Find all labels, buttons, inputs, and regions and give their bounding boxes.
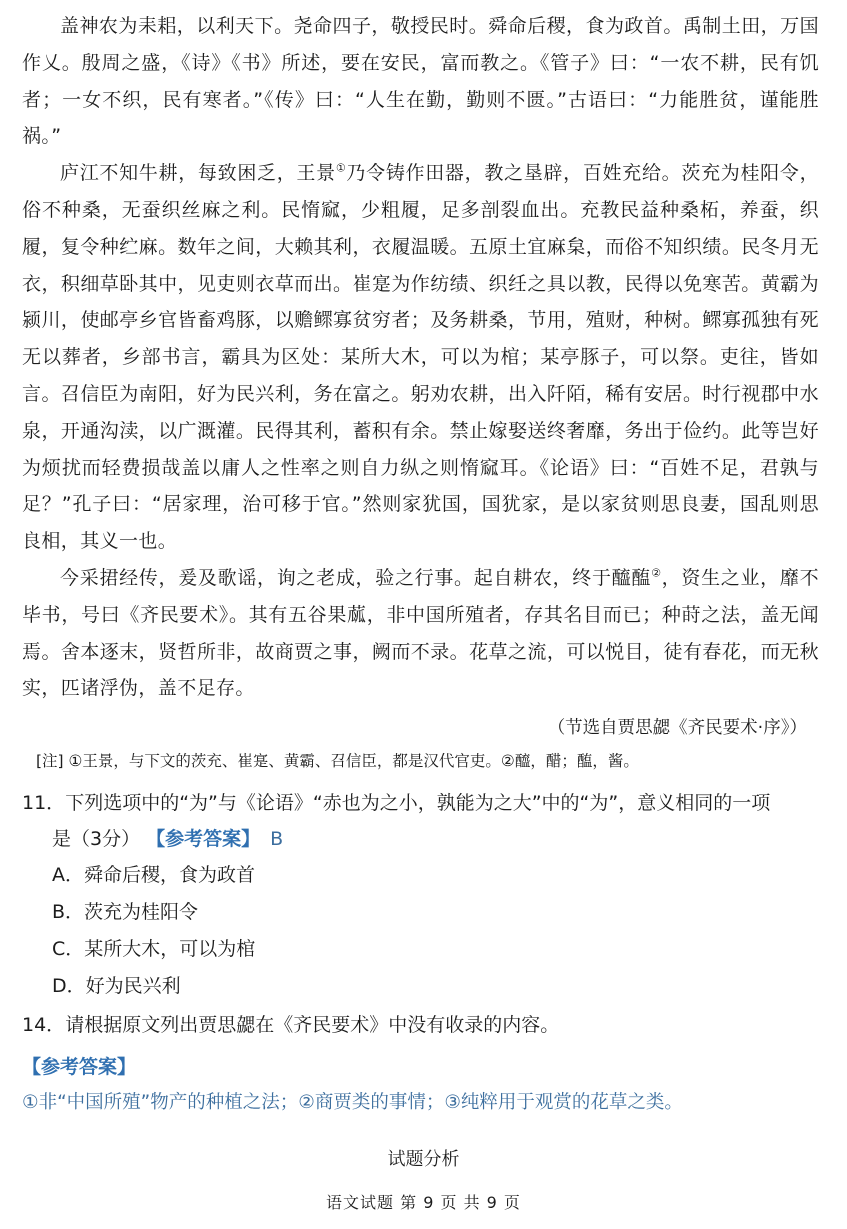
question-14-stem [22,1007,819,1043]
passage-footnote: [注] ①王景，与下文的茨充、崔寔、黄霸、召信臣，都是汉代官吏。②醯，醋；醢，酱。 [36,752,639,771]
answer-value: B [270,828,284,851]
option-b: B．茨充为桂阳令 [52,901,199,924]
passage-text: 盖神农为耒耜，以利天下。尧命四子，敬授民时。舜命后稷，食为政首。禹制土田，万国作乂。殷周之盛，《诗》《书》所述，要在安民，富而教之。《管子》曰：“一农不耕，民有饥者；一女不织，民有寒者。”《传》曰：“人生在勤，勤则不匮。”古语曰：“力能胜贫，谨能胜祸。” [22,15,819,148]
question-11-stem [22,785,819,821]
passage-paragraph-1 [22,8,819,155]
passage-paragraph-3 [22,560,819,707]
option-a: A．舜命后稷，食为政首 [52,864,255,887]
answer-label: 【参考答案】 [146,828,261,851]
passage-text: ，资生之业，靡不毕书，号曰《齐民要术》。其有五谷果蓏，非中国所殖者，存其名目而已；种莳之法，盖无闻焉。舍本逐末，贤哲所非，故商贾之事，阙而不录。花草之流，可以悦目，徒有春花，而无秋实，匹诸浮伪，盖不足存。 [22,566,819,700]
question-number: 11． [22,792,66,815]
footnote-marker-1: ① [335,161,347,175]
passage-text: 今采捃经传，爰及歌谣，询之老成，验之行事。起自耕农，终于醯醢 [60,566,652,589]
passage-text: 乃令铸作田器，教之垦辟，百姓充给。茨充为桂阳令，俗不种桑，无蚕织丝麻之利。民惰窳，少粗履，足多剖裂血出。充教民益种桑柘，养蚕，织履，复令种纻麻。数年之间，大赖其利，衣履温暖。五原土宜麻枲，而俗不知织绩。民冬月无衣，积细草卧其中，见吏则衣草而出。崔寔为作纺绩、织纴之具以教，民得以免寒苦。黄霸为颍川，使邮亭乡官皆畜鸡豚，以赡鳏寡贫穷者；及务耕桑，节用，殖财，种树。鳏寡孤独有死无以葬者，乡部书言，霸具为区处：某所大木，可以为棺；某亭豚子，可以祭。吏往，皆如言。召信臣为南阳，好为民兴利，务在富之。躬劝农耕，出入阡陌，稀有安居。时行视郡中水泉，开通沟渎，以广溉灌。民得其利，蓄积有余。禁止嫁娶送终奢靡，务出于俭约。此等岂好为烦扰而轻费损哉盖以庸人之性率之则自力纵之则惰窳耳。《论语》曰：“百姓不足，君孰与足？”孔子曰：“居家理，治可移于官。”然则家犹国，国犹家，是以家贫则思良妻，国乱则思良相，其义一也。 [22,162,819,553]
question-number: 14． [22,1014,66,1037]
question-11-answer [22,821,819,857]
question-text: 请根据原文列出贾思勰在《齐民要术》中没有收录的内容。 [65,1014,560,1037]
option-d: D．好为民兴利 [52,975,181,998]
footnote-marker-2: ② [651,566,662,580]
option-c: C．某所大木，可以为棺 [52,938,256,961]
question-14-answer-label: 【参考答案】 [22,1056,137,1079]
question-text: 是（3分） [52,828,141,851]
passage-paragraph-2 [22,155,819,560]
question-text: 下列选项中的“为”与《论语》“赤也为之小，孰能为之大”中的“为”，意义相同的一项 [65,792,771,815]
analysis-title: 试题分析 [387,1149,460,1170]
question-14-answer-text: ①非“中国所殖”物产的种植之法；②商贾类的事情；③纯粹用于观赏的花草之类。 [22,1092,683,1114]
page-footer: 语文试题 第 9 页 共 9 页 [326,1193,521,1212]
passage-text: 庐江不知牛耕，每致困乏，王景 [60,162,336,185]
question-11-options [22,857,819,1005]
passage-source: （节选自贾思勰《齐民要术·序》） [547,718,807,739]
